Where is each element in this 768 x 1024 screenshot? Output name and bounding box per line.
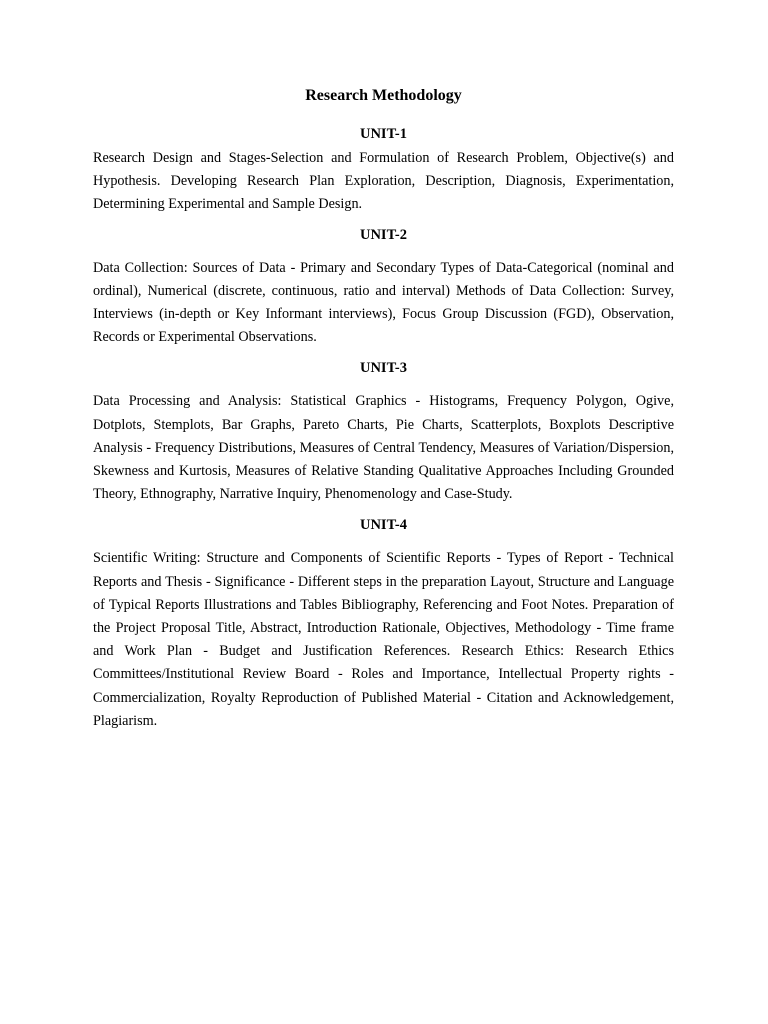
unit-4-section	[93, 516, 674, 733]
unit-3-body: Data Processing and Analysis: Statistical Graphics - Histograms, Frequency Polygon, Ogive, Dotplots, Stemplots, Bar Graphs, Pareto Charts, Pie Charts, Scatterplots, Boxplots Descriptive Analysis - Frequency Distributions, Measures of Central Tendency, Measures of Variation/Dispersion, Skewness and Kurtosis, Measures of Relative Standing Qualitative Approaches Including Grounded Theory, Ethnography, Narrative Inquiry, Phenomenology and Case-Study.	[93, 393, 674, 503]
unit-1-body: Research Design and Stages-Selection and Formulation of Research Problem, Objective(s) and Hypothesis. Developing Research Plan Exploration, Description, Diagnosis, Experimentation, Determining Experimental and Sample Design.	[93, 150, 674, 213]
document-page	[93, 86, 674, 733]
unit-4-heading: UNIT-4	[359, 517, 407, 534]
unit-4-body: Scientific Writing: Structure and Components of Scientific Reports - Types of Report - Technical Reports and Thesis - Significance - Different steps in the preparation Layout, Structure and Language of Typical Reports Illustrations and Tables Bibliography, Referencing and Foot Notes. Preparation of the Project Proposal Title, Abstract, Introduction Rationale, Objectives, Methodology - Time frame and Work Plan - Budget and Justification References. Research Ethics: Research Ethics Committees/Institutional Review Board - Roles and Importance, Intellectual Property rights - Commercialization, Royalty Reproduction of Published Material - Citation and Acknowledgement, Plagiarism.	[93, 550, 674, 729]
unit-2-body: Data Collection: Sources of Data - Primary and Secondary Types of Data-Categorical (nominal and ordinal), Numerical (discrete, continuous, ratio and interval) Methods of Data Collection: Survey, Interviews (in-depth or Key Informant interviews), Focus Group Discussion (FGD), Observation, Records or Experimental Observations.	[93, 259, 674, 346]
unit-1-section	[93, 125, 674, 217]
unit-2-section	[93, 226, 674, 350]
unit-2-heading: UNIT-2	[359, 226, 407, 243]
unit-3-heading: UNIT-3	[359, 360, 407, 377]
unit-1-heading: UNIT-1	[359, 126, 407, 142]
unit-3-section	[93, 359, 674, 506]
page-title: Research Methodology	[305, 87, 462, 104]
